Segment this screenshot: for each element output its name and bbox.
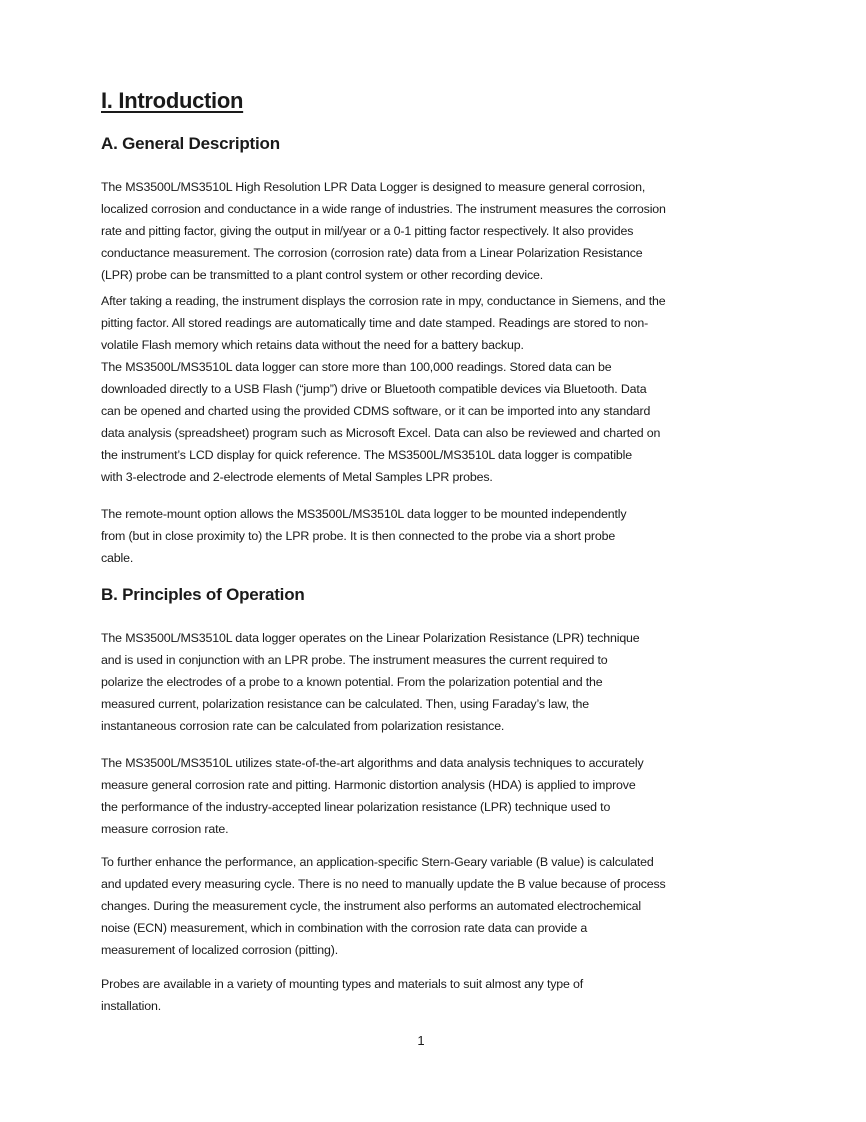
text-line: localized corrosion and conductance in a wide range of industries. The instrument measures the corrosion	[101, 202, 666, 216]
section-heading-general-description: A. General Description	[101, 134, 280, 153]
text-line: measured current, polarization resistance can be calculated. Then, using Faraday’s law, the	[101, 697, 589, 711]
page-number: 1	[417, 1033, 425, 1048]
text-line: with 3-electrode and 2-electrode elements of Metal Samples LPR probes.	[101, 470, 493, 484]
page-title: I. Introduction	[101, 88, 244, 113]
paragraph	[101, 627, 746, 737]
text-line: can be opened and charted using the provided CDMS software, or it can be imported into any standard	[101, 404, 651, 418]
text-line: pitting factor. All stored readings are automatically time and date stamped. Readings are stored to non-	[101, 316, 649, 330]
text-line: To further enhance the performance, an application-specific Stern-Geary variable (B value) is calculated	[101, 855, 654, 869]
text-line: measure general corrosion rate and pitting. Harmonic distortion analysis (HDA) is applied to improve	[101, 778, 636, 792]
paragraph	[101, 290, 746, 488]
paragraph	[101, 851, 746, 961]
paragraph	[101, 503, 746, 569]
paragraph	[101, 973, 746, 1017]
paragraph	[101, 752, 746, 840]
text-line: measurement of localized corrosion (pitting).	[101, 943, 339, 957]
text-line: the performance of the industry-accepted linear polarization resistance (LPR) technique used to	[101, 800, 611, 814]
text-line: rate and pitting factor, giving the output in mil/year or a 0-1 pitting factor respectively. It also provides	[101, 224, 634, 238]
text-line: installation.	[101, 999, 162, 1013]
text-line: (LPR) probe can be transmitted to a plant control system or other recording device.	[101, 268, 544, 282]
text-line: The MS3500L/MS3510L High Resolution LPR Data Logger is designed to measure general corrosion,	[101, 180, 646, 194]
text-line: data analysis (spreadsheet) program such as Microsoft Excel. Data can also be reviewed and charted on	[101, 426, 661, 440]
text-line: The remote-mount option allows the MS3500L/MS3510L data logger to be mounted independently	[101, 507, 627, 521]
text-line: the instrument’s LCD display for quick reference. The MS3500L/MS3510L data logger is compatible	[101, 448, 633, 462]
text-line: from (but in close proximity to) the LPR probe. It is then connected to the probe via a short probe	[101, 529, 616, 543]
text-line: and updated every measuring cycle. There is no need to manually update the B value because of process	[101, 877, 666, 891]
text-line: noise (ECN) measurement, which in combination with the corrosion rate data can provide a	[101, 921, 588, 935]
text-line: conductance measurement. The corrosion (corrosion rate) data from a Linear Polarization Resistance	[101, 246, 643, 260]
text-line: changes. During the measurement cycle, the instrument also performs an automated electrochemical	[101, 899, 642, 913]
text-line: The MS3500L/MS3510L utilizes state-of-the-art algorithms and data analysis techniques to accurately	[101, 756, 644, 770]
text-line: instantaneous corrosion rate can be calculated from polarization resistance.	[101, 719, 505, 733]
paragraph	[101, 176, 746, 286]
text-line: cable.	[101, 551, 134, 565]
text-line: polarize the electrodes of a probe to a known potential. From the polarization potential and the	[101, 675, 603, 689]
text-line: Probes are available in a variety of mounting types and materials to suit almost any type of	[101, 977, 584, 991]
text-line: downloaded directly to a USB Flash (“jump”) drive or Bluetooth compatible devices via Bluetooth. Data	[101, 382, 647, 396]
text-line: After taking a reading, the instrument displays the corrosion rate in mpy, conductance in Siemens, and the	[101, 294, 666, 308]
text-line: The MS3500L/MS3510L data logger operates on the Linear Polarization Resistance (LPR) technique	[101, 631, 640, 645]
text-line: and is used in conjunction with an LPR probe. The instrument measures the current required to	[101, 653, 608, 667]
text-line: measure corrosion rate.	[101, 822, 229, 836]
section-heading-principles-of-operation: B. Principles of Operation	[101, 585, 305, 604]
text-line: volatile Flash memory which retains data without the need for a battery backup.	[101, 338, 524, 352]
text-line: The MS3500L/MS3510L data logger can store more than 100,000 readings. Stored data can be	[101, 360, 612, 374]
